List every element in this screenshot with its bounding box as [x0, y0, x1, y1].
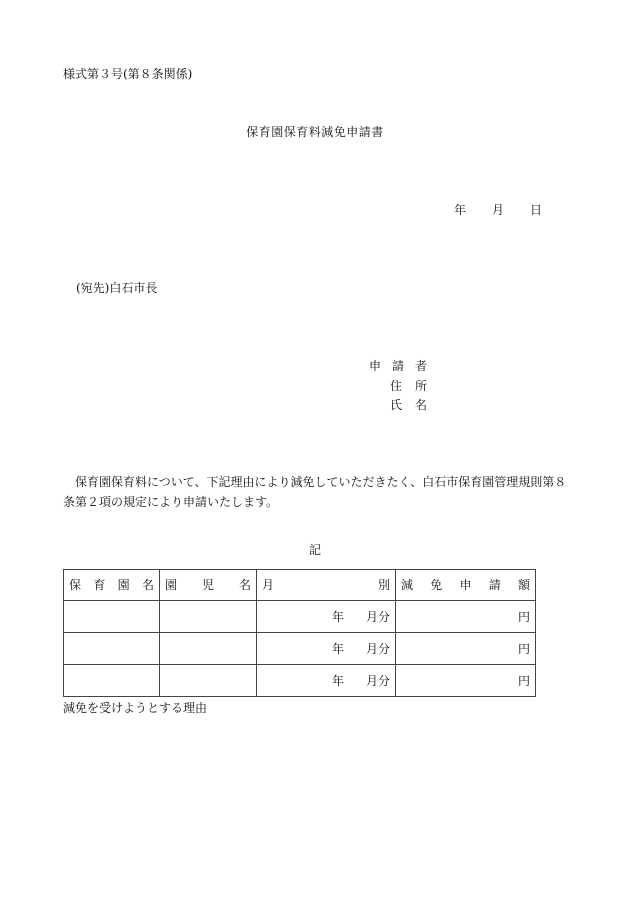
header-month: 月 別 [257, 570, 396, 601]
table-row [64, 665, 536, 697]
ki-heading: 記 [308, 543, 321, 557]
month-cell[interactable]: 年 月分 [257, 633, 396, 665]
table-row [64, 633, 536, 665]
amount-cell[interactable]: 円 [396, 665, 536, 697]
month-cell[interactable]: 年 月分 [257, 665, 396, 697]
child-name-cell[interactable] [160, 665, 257, 697]
date-line [454, 202, 542, 218]
date-day-label: 日 [530, 203, 543, 217]
applicant-address-label: 住 所 [390, 379, 427, 393]
reason-label: 減免を受けようとする理由 [63, 701, 208, 715]
header-child-name: 園 児 名 [160, 570, 257, 601]
table-header-row [64, 570, 536, 601]
document-title: 保育園保育料減免申請書 [246, 125, 384, 139]
addressee: (宛先)白石市長 [76, 281, 158, 295]
month-cell[interactable]: 年 月分 [257, 601, 396, 633]
fee-reduction-table [63, 569, 536, 697]
applicant-name-label: 氏 名 [390, 398, 427, 412]
child-name-cell[interactable] [160, 601, 257, 633]
table-row [64, 601, 536, 633]
nursery-name-cell[interactable] [64, 633, 160, 665]
form-number: 様式第３号(第８条関係) [63, 67, 193, 81]
amount-cell[interactable]: 円 [396, 601, 536, 633]
header-nursery-name: 保 育 園 名 [64, 570, 160, 601]
nursery-name-cell[interactable] [64, 665, 160, 697]
request-body-text: 保育園保育料について、下記理由により減免していただきたく、白石市保育園管理規則第８条第２項の規定により申請いたします。 [63, 475, 567, 509]
applicant-label: 申 請 者 [369, 359, 427, 373]
child-name-cell[interactable] [160, 633, 257, 665]
amount-cell[interactable]: 円 [396, 633, 536, 665]
date-year-label: 年 [454, 203, 467, 217]
date-month-label: 月 [492, 203, 505, 217]
header-reduction-amount: 減 免 申 請 額 [396, 570, 536, 601]
nursery-name-cell[interactable] [64, 601, 160, 633]
